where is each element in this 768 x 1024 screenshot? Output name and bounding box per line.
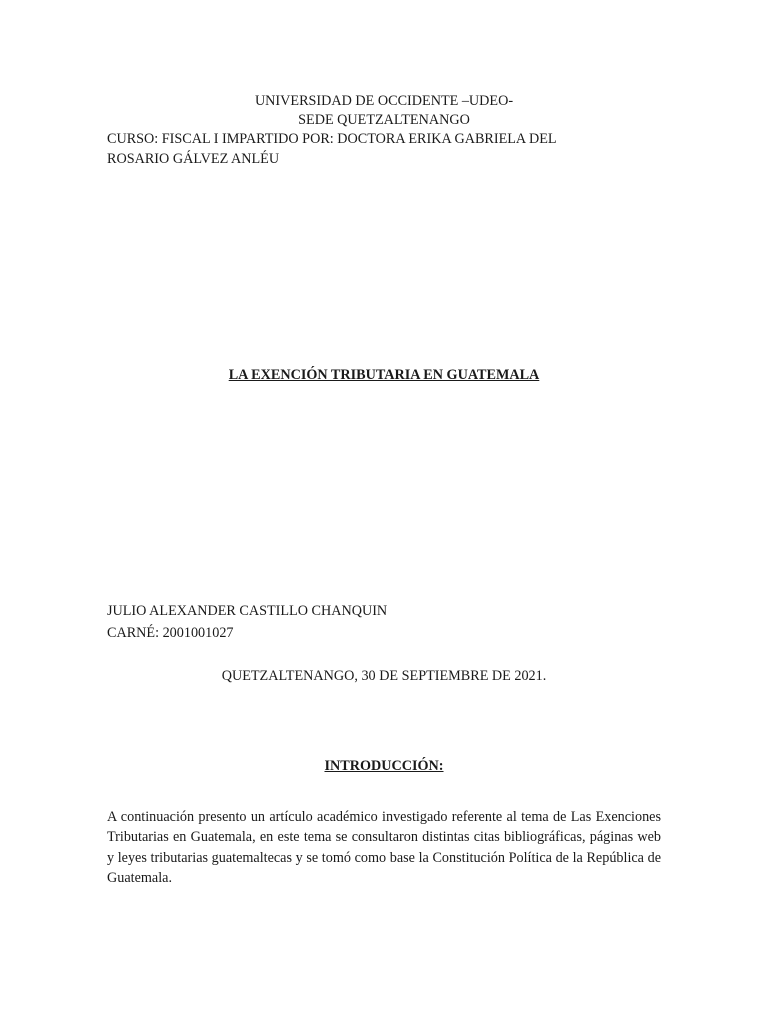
university-name: UNIVERSIDAD DE OCCIDENTE –UDEO- (254, 93, 514, 109)
author-name: JULIO ALEXANDER CASTILLO CHANQUIN (107, 603, 388, 619)
introduction-heading: INTRODUCCIÓN: (324, 758, 444, 774)
document-title: LA EXENCIÓN TRIBUTARIA EN GUATEMALA (228, 367, 540, 383)
place-date: QUETZALTENANGO, 30 DE SEPTIEMBRE DE 2021. (221, 668, 547, 684)
course-line-2: ROSARIO GÁLVEZ ANLÉU (107, 151, 280, 167)
course-line-1: CURSO: FISCAL I IMPARTIDO POR: DOCTORA ERIKA GABRIELA DEL (107, 131, 557, 147)
introduction-paragraph: A continuación presento un artículo académico investigado referente al tema de Las Exenciones Tributarias en Guatemala, en este tema se consultaron distintas citas bibliográficas, páginas web y leyes tributarias guatemaltecas y se tomó como base la Constitución Política de la República de Guatemala. (107, 809, 661, 887)
campus-name: SEDE QUETZALTENANGO (298, 112, 470, 128)
author-carne: CARNÉ: 2001001027 (107, 625, 234, 641)
